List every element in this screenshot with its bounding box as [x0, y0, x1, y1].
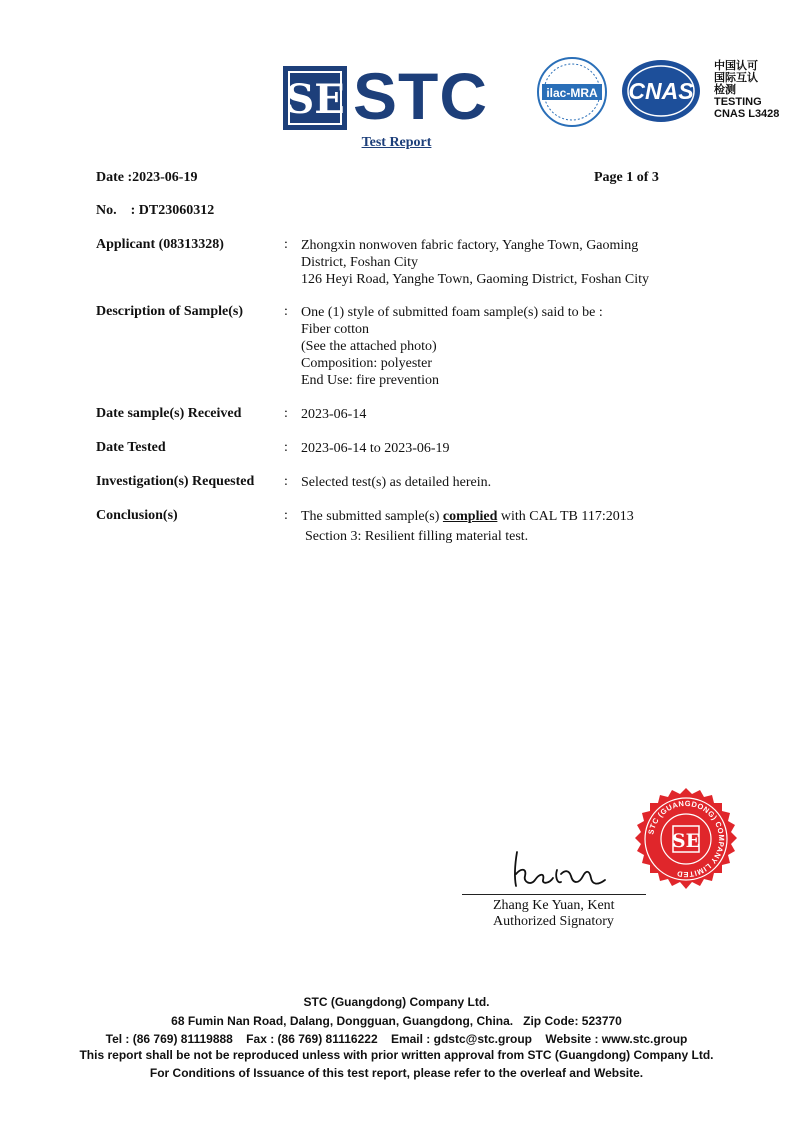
signer-title: Authorized Signatory	[493, 914, 614, 929]
signature-line	[462, 894, 646, 895]
footer-conditions-notice: For Conditions of Issuance of this test report, please refer to the overleaf and Website.	[149, 1066, 644, 1080]
svg-text:SE: SE	[285, 76, 345, 123]
cnas-accreditation-text	[714, 60, 779, 120]
received-label: Date sample(s) Received	[96, 406, 242, 421]
investigation-label: Investigation(s) Requested	[96, 474, 255, 489]
conclusion-value: The submitted sample(s) complied with CAL TB 117:2013	[301, 509, 634, 524]
colon: :	[284, 237, 288, 252]
cnas-line: 检测	[714, 84, 736, 96]
description-label: Description of Sample(s)	[96, 304, 243, 319]
ilac-mra-logo	[536, 56, 608, 128]
conclusion-detail: Section 3: Resilient filling material test.	[305, 529, 529, 544]
tested-label: Date Tested	[96, 440, 166, 455]
svg-text:SE: SE	[671, 830, 701, 852]
footer-reproduction-notice: This report shall be not be reproduced unless with prior written approval from STC (Guangdong) Company Ltd.	[79, 1048, 714, 1062]
colon: :	[284, 406, 288, 421]
tested-value: 2023-06-14 to 2023-06-19	[301, 441, 450, 456]
conclusion-result: complied	[442, 509, 498, 524]
colon: :	[284, 304, 288, 319]
colon: :	[284, 474, 288, 489]
cnas-line: 中国认可	[714, 60, 758, 72]
ilac-text: ilac-MRA	[546, 86, 598, 100]
page-number: Page 1 of 3	[594, 170, 659, 185]
applicant-value: Zhongxin nonwoven fabric factory, Yanghe Town, Gaoming District, Foshan City 126 Heyi Road, Yanghe Town, Gaoming District, Foshan City	[301, 238, 649, 287]
conclusion-label: Conclusion(s)	[96, 508, 178, 523]
stc-logo	[283, 59, 515, 133]
cnas-line: CNAS L3428	[714, 108, 780, 120]
signer-name: Zhang Ke Yuan, Kent	[493, 898, 615, 913]
received-value: 2023-06-14	[301, 407, 367, 422]
cnas-line: 国际互认	[714, 72, 758, 84]
investigation-value: Selected test(s) as detailed herein.	[301, 475, 492, 490]
stc-emblem-icon	[283, 66, 347, 130]
seal-text: STC (GUANGDONG) COMPANY LIMITED	[646, 798, 727, 880]
footer-contact: Tel : (86 769) 81119888 Fax : (86 769) 81116222 Email : gdstc@stc.group Website : www.stc.group	[105, 1032, 688, 1046]
cnas-logo	[620, 58, 702, 124]
footer-address: 68 Fumin Nan Road, Dalang, Dongguan, Guangdong, China. Zip Code: 523770	[171, 1014, 622, 1028]
colon: :	[284, 508, 288, 523]
report-date: Date :2023-06-19	[96, 170, 198, 185]
report-title: Test Report	[361, 135, 432, 150]
footer-company: STC (Guangdong) Company Ltd.	[303, 995, 490, 1009]
stc-wordmark: STC	[353, 59, 488, 133]
cnas-line: TESTING	[714, 96, 762, 108]
report-number: No. : DT23060312	[96, 203, 215, 218]
cnas-text: CNAS	[628, 78, 694, 104]
colon: :	[284, 440, 288, 455]
company-seal-stamp	[632, 786, 740, 894]
applicant-label: Applicant (08313328)	[96, 237, 224, 252]
handwritten-signature	[505, 846, 615, 896]
description-value: One (1) style of submitted foam sample(s) said to be : Fiber cotton (See the attached photo) Composition: polyester End Use: fire prevention	[301, 305, 603, 388]
